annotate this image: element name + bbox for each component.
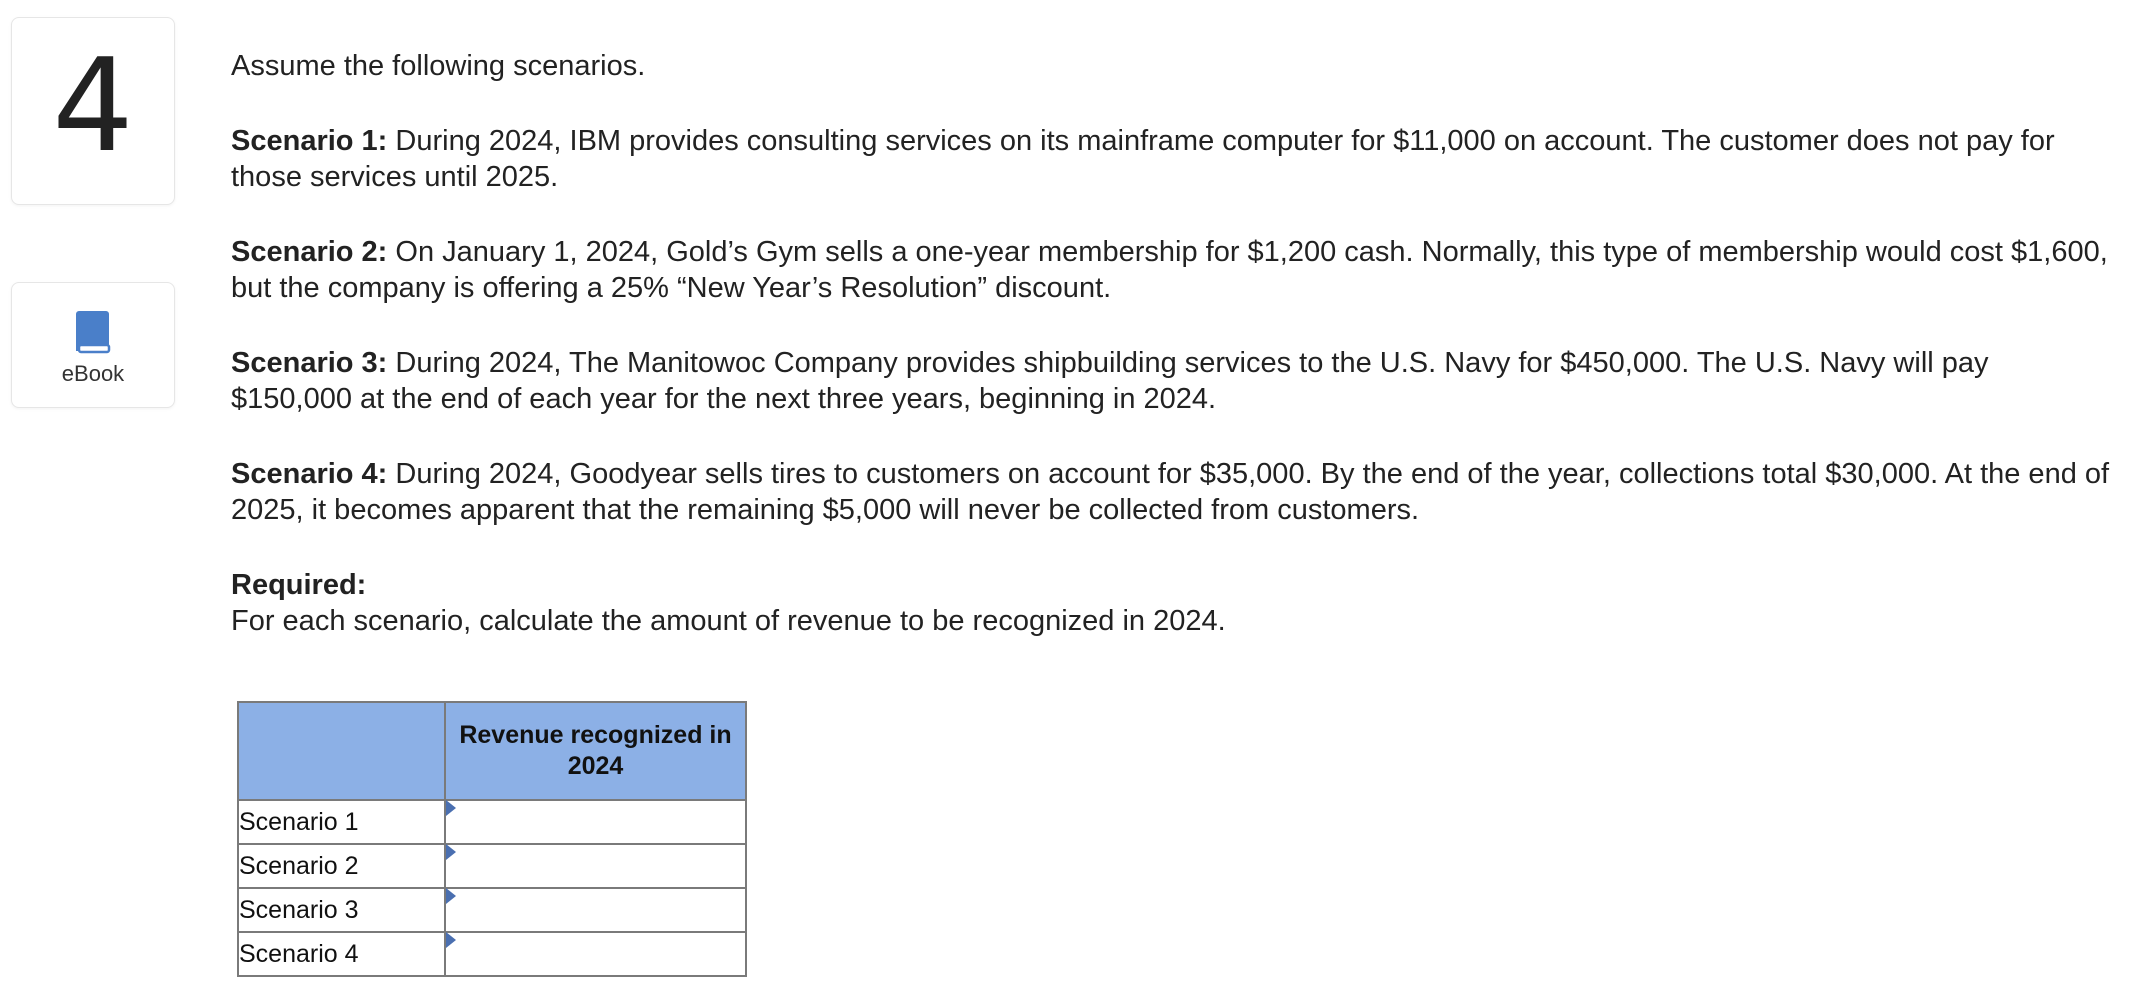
- table-header-corner: [238, 702, 445, 800]
- ebook-label: eBook: [61, 361, 125, 386]
- cell-marker-icon: [446, 932, 456, 948]
- revenue-input-scenario-3[interactable]: [446, 889, 745, 931]
- table-header-row: [238, 702, 746, 800]
- row-label: Scenario 2: [238, 844, 445, 888]
- scenario-label: Scenario 2:: [231, 236, 388, 268]
- cell-marker-icon: [446, 800, 456, 816]
- row-label: Scenario 1: [238, 800, 445, 844]
- intro-text: Assume the following scenarios.: [231, 50, 646, 82]
- cell-marker-icon: [446, 888, 456, 904]
- revenue-input-scenario-2[interactable]: [446, 845, 745, 887]
- left-rail: [0, 0, 190, 1004]
- question-number-box: [11, 17, 175, 205]
- scenario-text: During 2024, Goodyear sells tires to customers on account for $35,000. By the end of the year, collections total $30,000. At the end of 2025, it becomes apparent that the remaining $5,000 will never be collected from customers.: [231, 458, 2110, 526]
- revenue-input-scenario-4[interactable]: [446, 933, 745, 975]
- scenario-text: During 2024, IBM provides consulting services on its mainframe computer for $11,000 on account. The customer does not pay for those services until 2025.: [231, 125, 2055, 193]
- scenario-label: Scenario 3:: [231, 347, 388, 379]
- scenario-paragraph-1: [231, 123, 2111, 195]
- scenario-paragraph-3: [231, 345, 2111, 417]
- table-row: [238, 888, 746, 932]
- book-icon: [73, 309, 113, 355]
- scenario-paragraph-2: [231, 234, 2111, 306]
- ebook-button[interactable]: [11, 282, 175, 408]
- row-label: Scenario 4: [238, 932, 445, 976]
- scenario-label: Scenario 4:: [231, 458, 388, 490]
- revenue-input-scenario-1[interactable]: [446, 801, 745, 843]
- required-block: [231, 567, 2111, 639]
- question-content: [231, 48, 2111, 639]
- cell-marker-icon: [446, 844, 456, 860]
- question-number: 4: [52, 32, 134, 181]
- table-row: [238, 932, 746, 976]
- revenue-input-cell[interactable]: [445, 888, 746, 932]
- answer-table-wrapper: [237, 701, 747, 977]
- scenario-label: Scenario 1:: [231, 125, 388, 157]
- table-row: [238, 800, 746, 844]
- scenario-text: During 2024, The Manitowoc Company provides shipbuilding services to the U.S. Navy for $450,000. The U.S. Navy will pay $150,000 at the end of each year for the next three years, beginning in 2024.: [231, 347, 1989, 415]
- answer-table: [237, 701, 747, 977]
- table-header-revenue: Revenue recognized in 2024: [445, 702, 746, 800]
- revenue-input-cell[interactable]: [445, 932, 746, 976]
- revenue-input-cell[interactable]: [445, 800, 746, 844]
- scenario-text: On January 1, 2024, Gold’s Gym sells a one-year membership for $1,200 cash. Normally, this type of membership would cost $1,600, but the company is offering a 25% “New Year’s Resolution” discount.: [231, 236, 2108, 304]
- row-label: Scenario 3: [238, 888, 445, 932]
- revenue-input-cell[interactable]: [445, 844, 746, 888]
- scenario-paragraph-4: [231, 456, 2111, 528]
- required-text: For each scenario, calculate the amount of revenue to be recognized in 2024.: [231, 605, 1226, 637]
- required-label: Required:: [231, 569, 367, 601]
- table-row: [238, 844, 746, 888]
